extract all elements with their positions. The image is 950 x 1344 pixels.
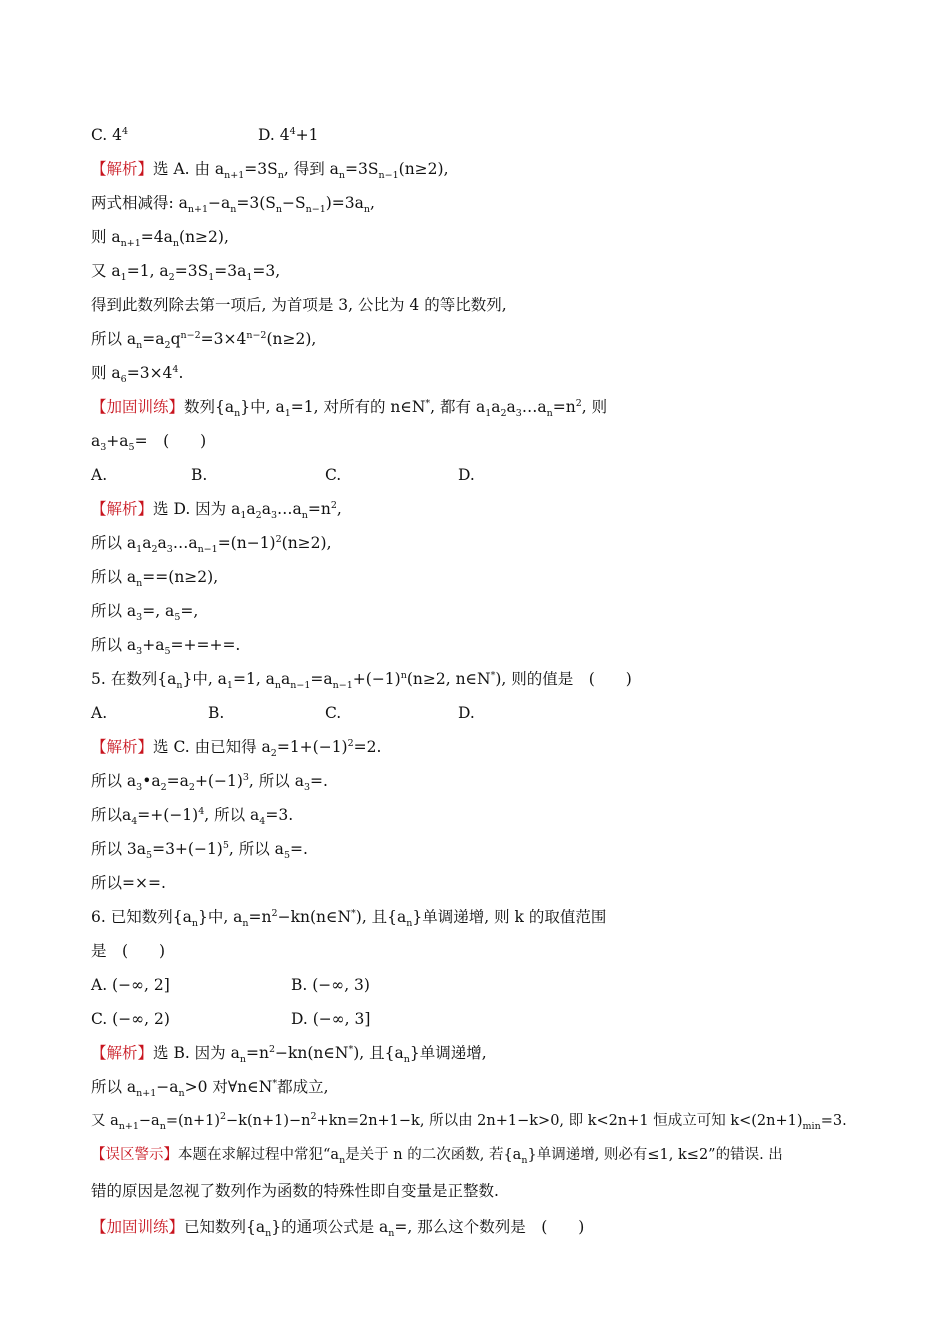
warning-line: 错的原因是忽视了数列作为函数的特殊性即自变量是正整数. <box>91 1182 499 1200</box>
option-a: A. (−∞, 2] <box>91 976 170 994</box>
option-d: D. $4^4+1$ <box>258 125 319 144</box>
solution-line: 所以 $a_3•a_2=a_2+(-1)^3$, 所以 $a_3=$. <box>91 771 328 794</box>
question-line: 6. 已知数列$\{a_n\}$中, $a_n=n^2-kn(n\in N^*)$, 且$\{a_n\}$单调递增, 则 k 的取值范围 <box>91 907 607 930</box>
solution-line: 则 $a_6=3\times 4^4$. <box>91 363 184 386</box>
jiexi-tag: 【解析】 <box>91 738 154 756</box>
solution-line: 两式相减得: $a_{n+1}-a_n=3(S_n-S_{n-1})=3a_n$, <box>91 194 375 216</box>
option-c: C. $4^4$ <box>91 125 129 144</box>
warning-line: 【误区警示】本题在求解过程中常犯“$a_n$是关于 n 的二次函数, 若$\{a_n\}$单调递增, 则必有≤1, k≤2”的错误. 出 <box>91 1147 783 1166</box>
solution-line: 【解析】选 D. 因为 $a_1a_2a_3\dots a_n=n^2$, <box>91 499 342 522</box>
jiexi-tag: 【解析】 <box>91 160 154 178</box>
option-a: A. <box>91 466 108 484</box>
option-b: B. <box>208 704 225 722</box>
solution-line: 【解析】选 B. 因为 $a_n=n^2-kn(n\in N^*)$, 且$\{a_n\}$单调递增, <box>91 1043 487 1066</box>
option-b: B. (−∞, 3) <box>291 976 370 994</box>
option-d: D. (−∞, 3] <box>291 1010 371 1028</box>
solution-line: 得到此数列除去第一项后, 为首项是 3, 公比为 4 的等比数列, <box>91 296 507 314</box>
question-line: 5. 在数列$\{a_n\}$中, $a_1=1$, $a_na_{n-1}=a_{n-1}+(-1)^n(n\ge 2$, n∈N*), 则的值是 ( ) <box>91 669 632 692</box>
solution-line: 所以 $a_3=$, $a_5=$, <box>91 602 199 624</box>
prev-options-row <box>91 122 871 156</box>
option-a: A. <box>91 704 108 722</box>
solution-line: 所以 $a_3+a_5=+=+=$. <box>91 636 241 658</box>
solution-line: 所以 $a_n=a_2q^{n-2}=3\times 4^{n-2}(n\ge 2)$, <box>91 329 317 352</box>
jiexi-tag: 【解析】 <box>91 500 154 518</box>
question-line: 是 ( ) <box>91 942 166 960</box>
solution-line: 所以 $a_{n+1}-a_n>0$ 对∀n∈N*都成立, <box>91 1077 329 1100</box>
option-b: B. <box>191 466 208 484</box>
options-row <box>91 1006 871 1040</box>
solution-line: 又 $a_{n+1}-a_n=(n+1)^2-k(n+1)-n^2+kn=2n+1-k$, 所以由 2n+1−k>0, 即 k<2n+1 恒成立可知 $k<(2n+1)_{min}=3$. <box>91 1111 847 1132</box>
option-c: C. (−∞, 2) <box>91 1010 170 1028</box>
question-line: 【加固训练】已知数列$\{a_n\}$的通项公式是 $a_n=$, 那么这个数列是 ( ) <box>91 1218 585 1240</box>
solution-line: 【解析】选 C. 由已知得 $a_2=1+(-1)^2=2$. <box>91 737 382 760</box>
document-page <box>91 122 871 1248</box>
options-row <box>91 972 871 1006</box>
wuqu-tag: 【误区警示】 <box>91 1147 178 1163</box>
option-d: D. <box>458 704 475 722</box>
question-line: $a_3+a_5=$ ( ) <box>91 432 207 454</box>
solution-line: 【解析】选 A. 由 $a_{n+1}=3S_n$, 得到 $a_n=3S_{n-1}(n\ge 2)$, <box>91 160 449 182</box>
option-c: C. <box>325 704 342 722</box>
jiagu-tag: 【加固训练】 <box>91 398 185 416</box>
option-c: C. <box>325 466 342 484</box>
question-line: 【加固训练】数列$\{a_n\}$中, $a_1=1$, 对所有的 n∈N*, 都有 $a_1a_2a_3\dots a_n=n^2$, 则 <box>91 397 608 420</box>
solution-line: 所以 $3a_5=3+(-1)^5$, 所以 $a_5=$. <box>91 839 308 862</box>
jiagu-tag: 【加固训练】 <box>91 1218 185 1236</box>
solution-line: 所以$a_4=+(-1)^4$, 所以 $a_4=3$. <box>91 805 294 828</box>
solution-line: 所以=×=. <box>91 874 166 892</box>
solution-line: 所以 $a_n==(n\ge 2)$, <box>91 568 219 590</box>
solution-line: 所以 $a_1a_2a_3\dots a_{n-1}=(n-1)^2(n\ge 2)$, <box>91 533 332 556</box>
option-d: D. <box>458 466 475 484</box>
solution-line: 则 $a_{n+1}=4a_n(n\ge 2)$, <box>91 228 229 250</box>
jiexi-tag: 【解析】 <box>91 1044 154 1062</box>
options-row <box>91 462 871 496</box>
options-row <box>91 700 871 734</box>
solution-line: 又 $a_1=1$, $a_2=3S_1=3a_1=3$, <box>91 262 281 284</box>
